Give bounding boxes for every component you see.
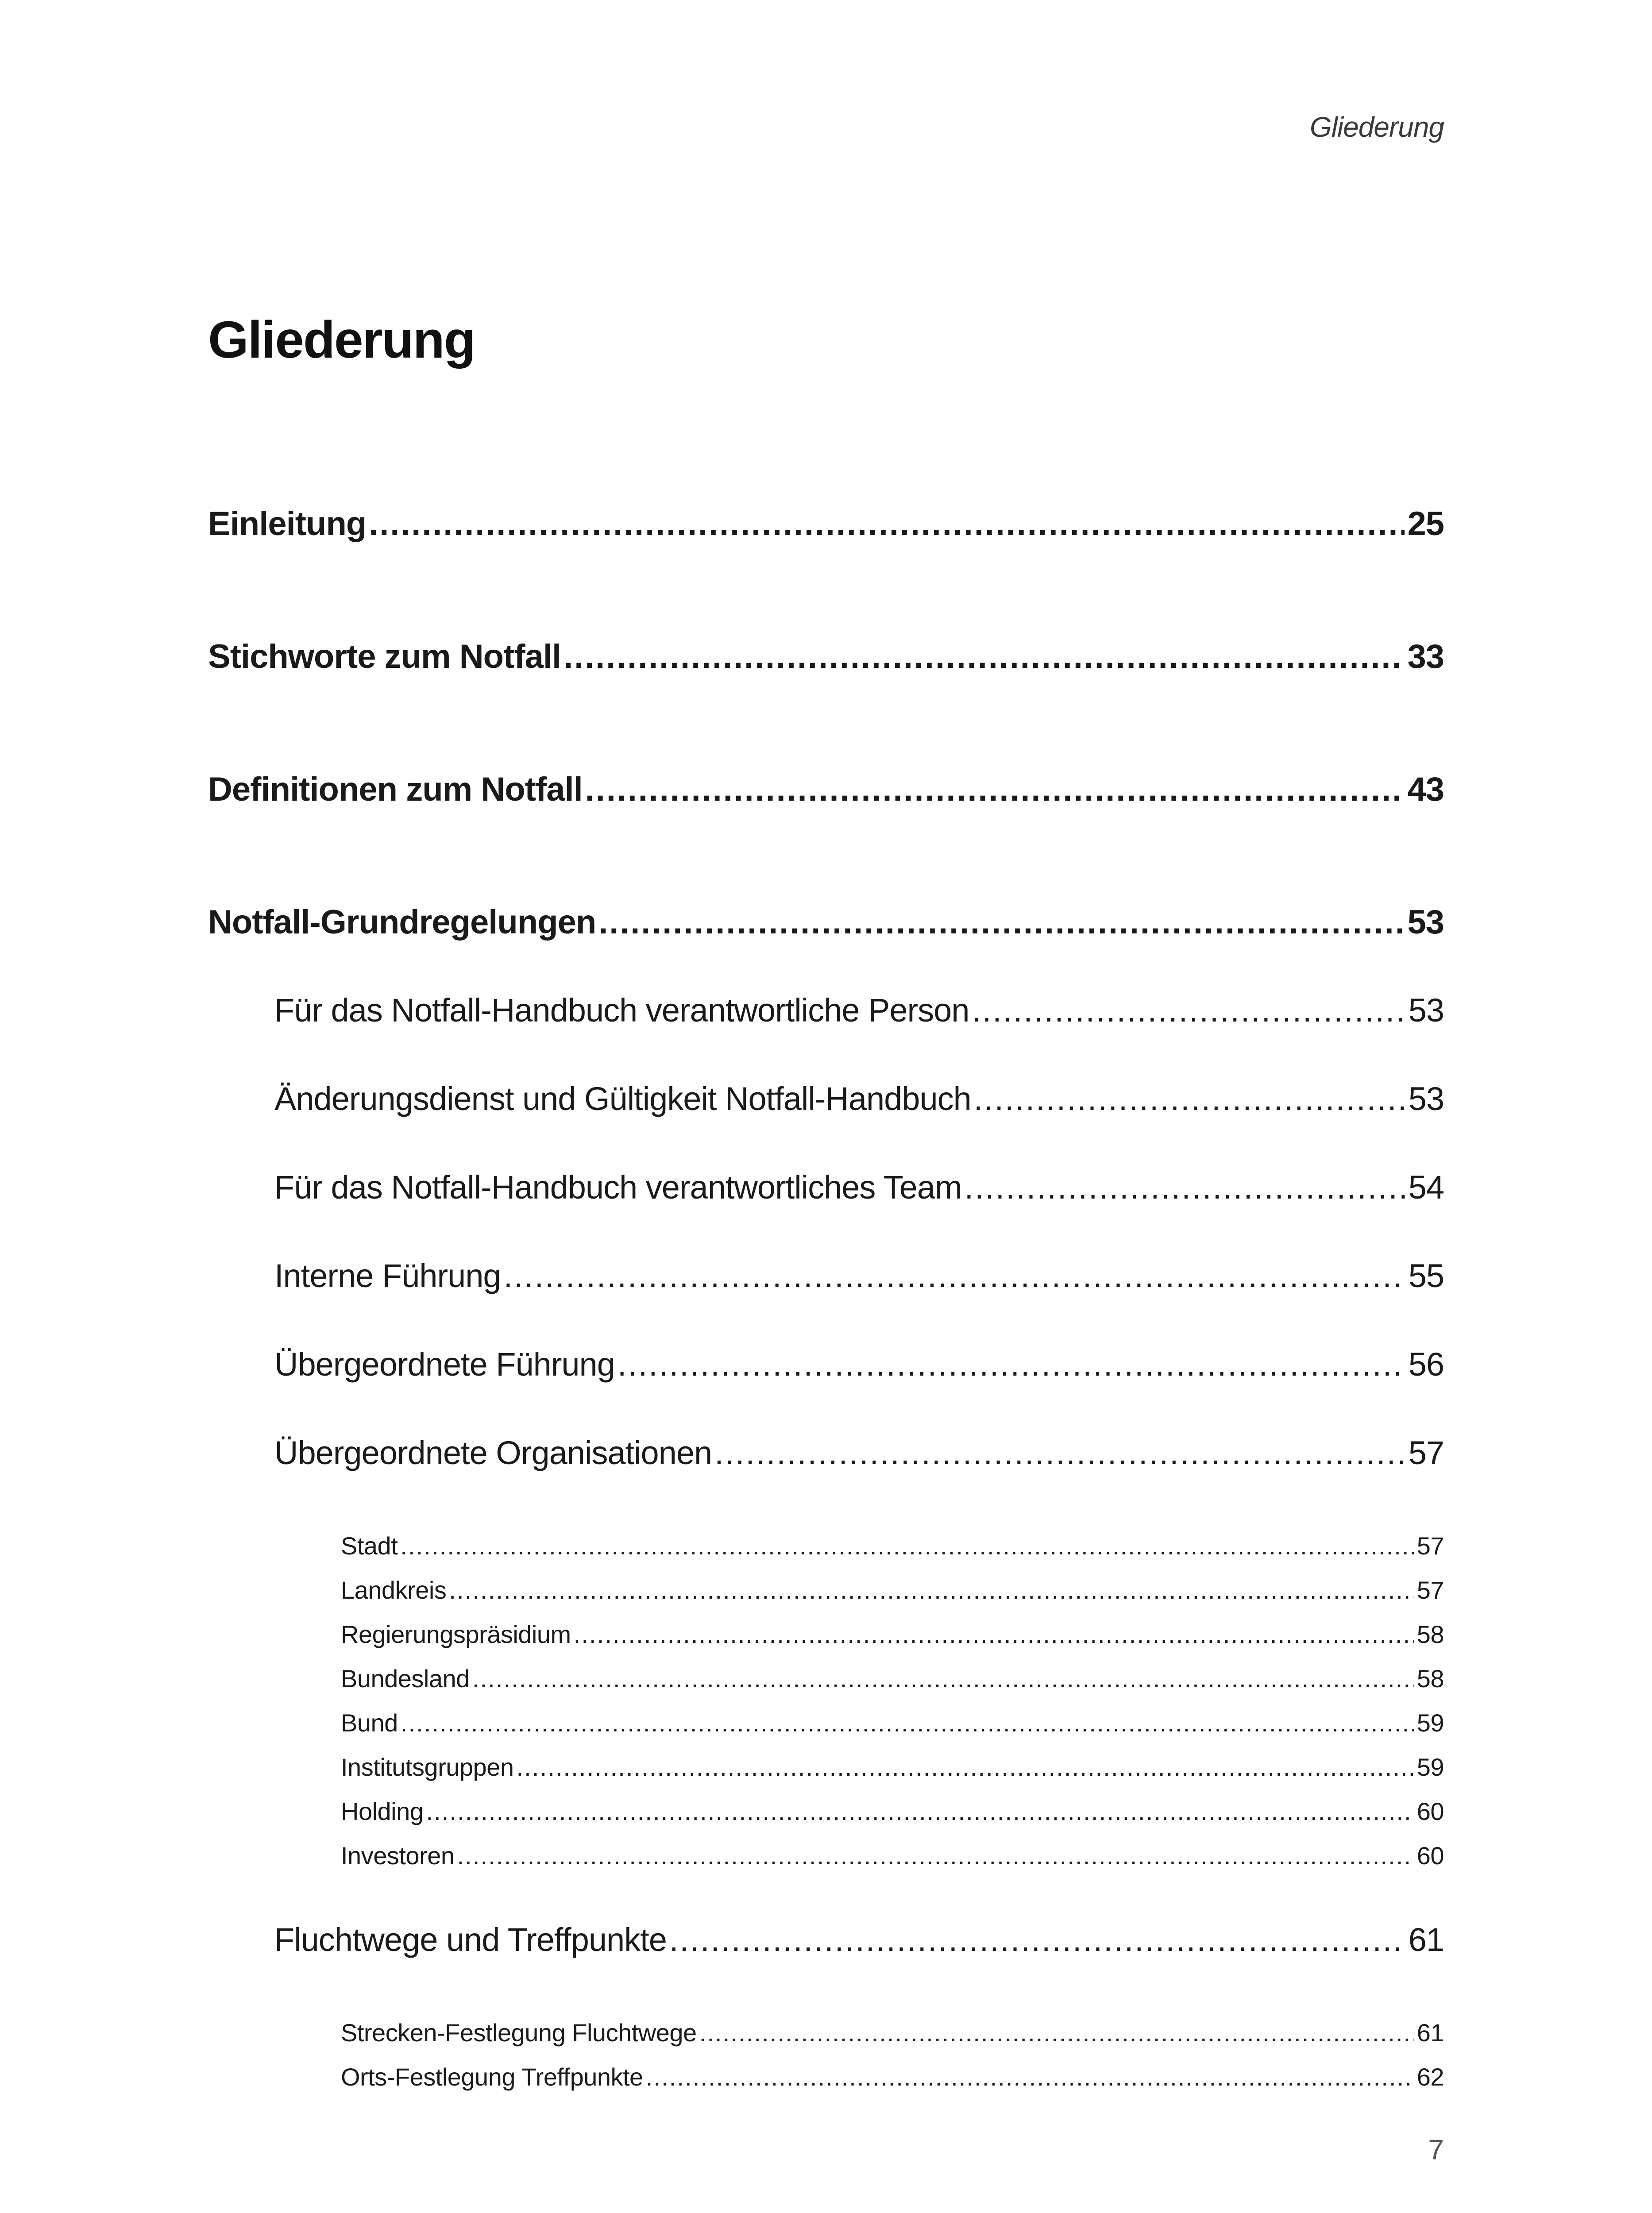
toc-entry-definitionen[interactable] (208, 770, 1444, 809)
toc-entry-strecken-festlegung[interactable] (341, 2018, 1444, 2047)
toc-entry-label: Bundesland (341, 1665, 470, 1693)
toc-entry-label: Interne Führung (274, 1257, 501, 1294)
toc-entry-label: Notfall-Grundregelungen (208, 903, 596, 941)
toc-entry-label: Übergeordnete Organisationen (274, 1434, 712, 1471)
toc-entry-interne-fuehrung[interactable] (274, 1257, 1444, 1295)
dot-leader (564, 637, 1405, 676)
toc-entry-label: Einleitung (208, 505, 367, 543)
toc-entry-label: Orts-Festlegung Treffpunkte (341, 2063, 643, 2091)
toc-entry-investoren[interactable] (341, 1841, 1444, 1870)
dot-leader (449, 1576, 1414, 1604)
dot-leader (585, 770, 1405, 809)
toc-entry-institutsgruppen[interactable] (341, 1753, 1444, 1781)
dot-leader (426, 1797, 1414, 1826)
toc-entry-holding[interactable] (341, 1797, 1444, 1826)
toc-entry-regierungspraesidium[interactable] (341, 1620, 1444, 1649)
toc-page-number: 62 (1417, 2063, 1444, 2091)
toc-page-number: 61 (1408, 1921, 1444, 1958)
toc-page-number: 59 (1417, 1753, 1444, 1781)
toc-entry-bundesland[interactable] (341, 1664, 1444, 1693)
toc-entry-label: Investoren (341, 1842, 455, 1870)
toc-page-number: 33 (1407, 638, 1444, 675)
toc-page-number: 53 (1407, 903, 1444, 941)
toc-page-number: 57 (1408, 1434, 1444, 1471)
toc-entry-uebergeordnete-fuehrung[interactable] (274, 1346, 1444, 1383)
toc-entry-uebergeordnete-organisationen[interactable] (274, 1434, 1444, 1472)
toc-entry-label: Landkreis (341, 1576, 447, 1604)
running-head: Gliederung (1309, 111, 1444, 143)
toc-entry-label: Änderungsdienst und Gültigkeit Notfall-Handbuch (274, 1080, 971, 1117)
toc-page-number: 53 (1408, 992, 1444, 1029)
dot-leader (401, 1708, 1414, 1737)
toc-entry-label: Stichworte zum Notfall (208, 638, 561, 675)
dot-leader (472, 1664, 1414, 1693)
toc-entry-aenderungsdienst[interactable] (274, 1080, 1444, 1118)
toc-entry-label: Strecken-Festlegung Fluchtwege (341, 2019, 697, 2047)
toc-page-number: 58 (1417, 1665, 1444, 1693)
dot-leader (974, 1080, 1406, 1118)
toc-page-number: 55 (1408, 1257, 1444, 1294)
dot-leader (400, 1531, 1414, 1560)
toc-entry-label: Stadt (341, 1532, 398, 1560)
dot-leader (598, 903, 1405, 941)
dot-leader (618, 1346, 1406, 1383)
dot-leader (457, 1841, 1414, 1870)
toc-page-number: 58 (1417, 1620, 1444, 1648)
page-number: 7 (1428, 2134, 1444, 2166)
toc-entry-landkreis[interactable] (341, 1576, 1444, 1604)
toc-entry-verantwortliche-person[interactable] (274, 991, 1444, 1029)
toc-page-number: 43 (1407, 771, 1444, 808)
dot-leader (699, 2018, 1414, 2047)
toc-entry-label: Für das Notfall-Handbuch verantwortliches Team (274, 1169, 962, 1206)
dot-leader (646, 2063, 1414, 2091)
toc-entry-label: Holding (341, 1797, 424, 1825)
dot-leader (714, 1434, 1406, 1472)
toc-entry-label: Fluchtwege und Treffpunkte (274, 1921, 667, 1958)
toc-page-number: 53 (1408, 1080, 1444, 1117)
toc-entry-orts-festlegung[interactable] (341, 2063, 1444, 2091)
toc-entry-label: Übergeordnete Führung (274, 1346, 615, 1383)
toc-page-number: 25 (1407, 505, 1444, 543)
page-title: Gliederung (208, 311, 475, 369)
dot-leader (504, 1257, 1406, 1295)
dot-leader (516, 1753, 1414, 1781)
toc-entry-einleitung[interactable] (208, 505, 1444, 543)
toc-entry-bund[interactable] (341, 1708, 1444, 1737)
dot-leader (574, 1620, 1414, 1649)
toc-entry-label: Regierungspräsidium (341, 1620, 571, 1648)
toc-entry-fluchtwege[interactable] (274, 1921, 1444, 1959)
dot-leader (965, 1168, 1406, 1206)
dot-leader (369, 505, 1405, 543)
toc-entry-label: Institutsgruppen (341, 1753, 514, 1781)
dot-leader (669, 1921, 1406, 1959)
toc-page-number: 54 (1408, 1169, 1444, 1206)
toc-entry-grundregelungen[interactable] (208, 903, 1444, 941)
toc-page-number: 59 (1417, 1709, 1444, 1737)
toc-entry-label: Definitionen zum Notfall (208, 771, 583, 808)
toc-entry-stichworte[interactable] (208, 637, 1444, 676)
toc-entry-stadt[interactable] (341, 1531, 1444, 1560)
toc-page-number: 60 (1417, 1842, 1444, 1870)
toc-entry-verantwortliches-team[interactable] (274, 1168, 1444, 1206)
toc-page-number: 61 (1417, 2019, 1444, 2047)
dot-leader (972, 991, 1405, 1029)
toc-page-number: 60 (1417, 1797, 1444, 1825)
toc-page-number: 57 (1417, 1532, 1444, 1560)
toc-entry-label: Für das Notfall-Handbuch verantwortliche Person (274, 992, 969, 1029)
toc-page-number: 56 (1408, 1346, 1444, 1383)
toc-entry-label: Bund (341, 1709, 398, 1737)
toc-page-number: 57 (1417, 1576, 1444, 1604)
